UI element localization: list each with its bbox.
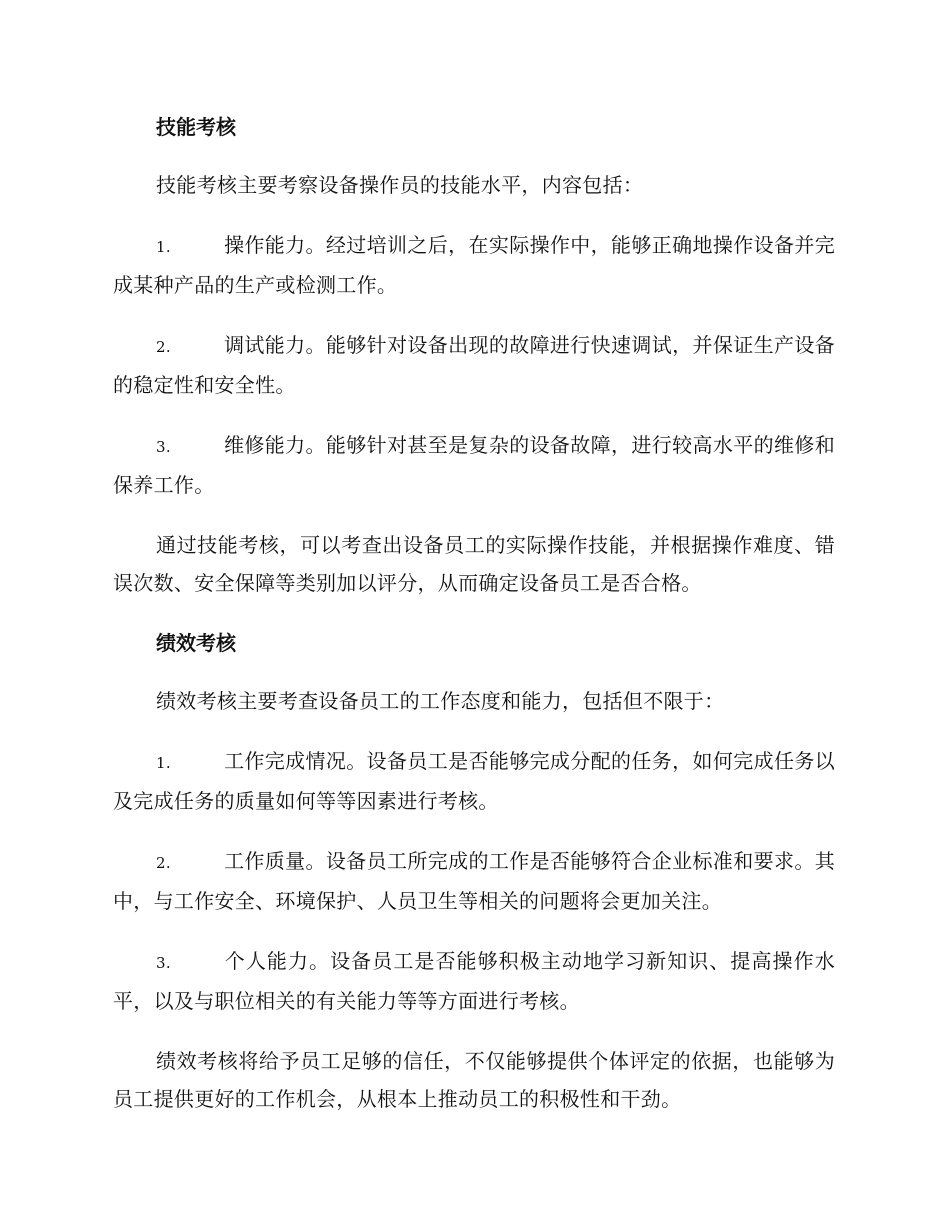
list-item [113, 842, 835, 920]
section-intro-skill: 技能考核主要考察设备操作员的技能水平，内容包括： [156, 173, 644, 197]
section-conclusion-skill: 通过技能考核，可以考查出设备员工的实际操作技能，并根据操作难度、错误次数、安全保障等类别加以评分，从而确定设备员工是否合格。 [113, 533, 835, 595]
list-item [113, 742, 835, 820]
list-number: 1. [156, 238, 171, 256]
list-text: 操作能力。经过培训之后，在实际操作中，能够正确地操作设备并完成某种产品的生产或检测工作。 [113, 233, 835, 297]
list-item [113, 426, 835, 504]
list-number: 3. [156, 438, 171, 456]
list-number: 2. [156, 338, 171, 356]
list-text: 个人能力。设备员工是否能够积极主动地学习新知识、提高操作水平，以及与职位相关的有关能力等等方面进行考核。 [113, 949, 835, 1013]
list-text: 维修能力。能够针对甚至是复杂的设备故障，进行较高水平的维修和保养工作。 [113, 433, 835, 497]
list-item [113, 942, 835, 1020]
section-heading-skill: 技能考核 [156, 115, 236, 139]
list-item [113, 226, 835, 304]
list-number: 2. [156, 854, 171, 872]
section-intro-performance: 绩效考核主要考查设备员工的工作态度和能力，包括但不限于： [156, 689, 725, 713]
document-body [113, 108, 835, 1140]
list-item [113, 326, 835, 404]
list-number: 1. [156, 754, 171, 772]
section-heading-performance: 绩效考核 [156, 631, 236, 655]
list-text: 工作完成情况。设备员工是否能够完成分配的任务，如何完成任务以及完成任务的质量如何等等因素进行考核。 [113, 749, 835, 813]
list-number: 3. [156, 954, 171, 972]
list-text: 调试能力。能够针对设备出现的故障进行快速调试，并保证生产设备的稳定性和安全性。 [113, 333, 835, 397]
section-conclusion-performance: 绩效考核将给予员工足够的信任，不仅能够提供个体评定的依据，也能够为员工提供更好的工作机会，从根本上推动员工的积极性和干劲。 [113, 1049, 835, 1111]
list-text: 工作质量。设备员工所完成的工作是否能够符合企业标准和要求。其中，与工作安全、环境保护、人员卫生等相关的问题将会更加关注。 [113, 849, 835, 913]
